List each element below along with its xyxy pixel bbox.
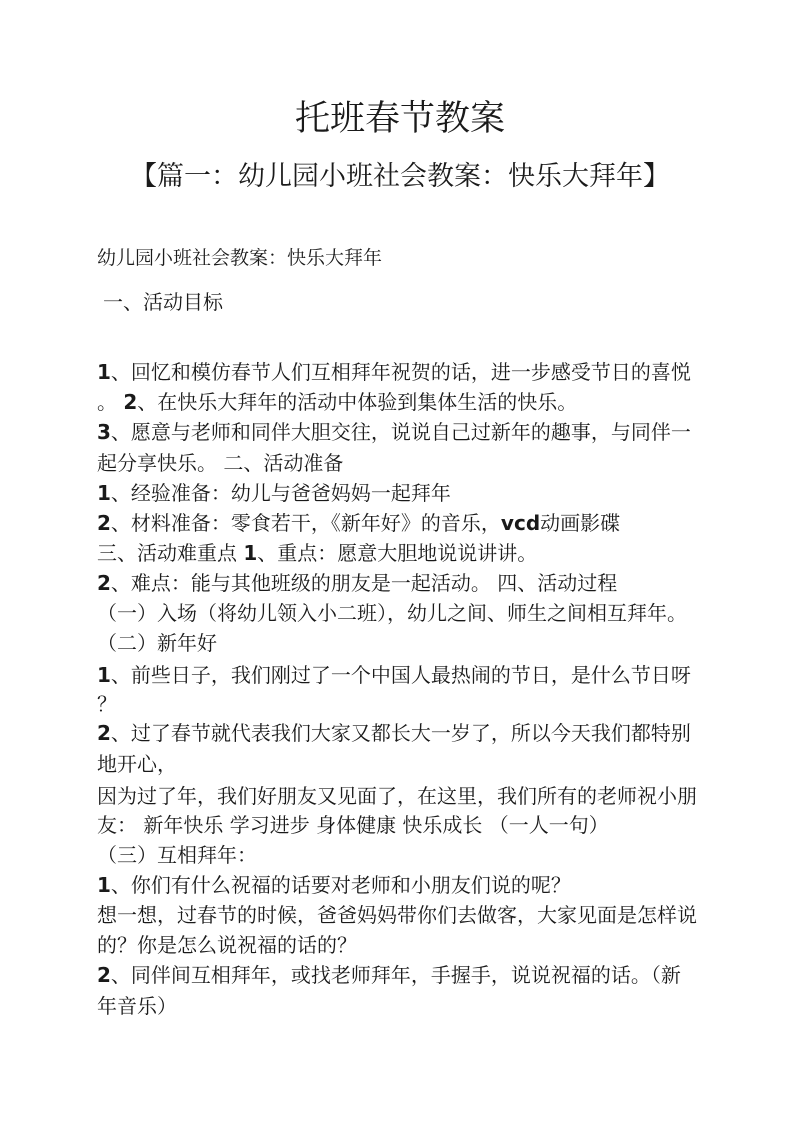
item-number: 2 (97, 963, 111, 987)
text-line-15: 因为过了年，我们好朋友又见面了，在这里，我们所有的老师祝小朋 (97, 784, 697, 808)
document-title: 托班春节教案 (294, 99, 505, 139)
text-line-14: 地开心， (97, 752, 177, 776)
text-line-13 (97, 719, 717, 747)
text-line-19: 想一想，过春节的时候，爸爸妈妈带你们去做客，大家见面是怎样说 (97, 903, 697, 927)
line-text: 、难点：能与其他班级的朋友是一起活动。 四、活动过程 (110, 571, 618, 595)
line-text: 、过了春节就代表我们大家又都长大一岁了，所以今天我们都特别 (110, 721, 691, 745)
text-line-21 (97, 961, 717, 989)
text-line-3 (97, 418, 717, 446)
line-text: 。 (97, 390, 124, 414)
item-number: 1 (97, 360, 111, 384)
line-text: 、前些日子，我们刚过了一个中国人最热闹的节日，是什么节日呀 (110, 663, 691, 687)
text-line-2 (97, 388, 717, 416)
item-number: 2 (123, 390, 138, 414)
line-text: 三、活动难重点 (97, 541, 244, 565)
text-line-6 (97, 509, 717, 537)
item-number: 2 (97, 511, 111, 535)
line-text: 动画影碟 (540, 511, 621, 535)
text-line-22: 年音乐） (97, 994, 177, 1018)
text-line-9: （一）入场（将幼儿领入小二班），幼儿之间、师生之间相互拜年。 (97, 601, 687, 625)
section-heading: 幼儿园小班社会教案：快乐大拜年 (97, 247, 383, 269)
document-subtitle: 【篇一：幼儿园小班社会教案：快乐大拜年】 (130, 161, 670, 192)
line-text: 、重点：愿意大胆地说说讲讲。 (257, 541, 538, 565)
line-text: 、经验准备：幼儿与爸爸妈妈一起拜年 (110, 481, 451, 505)
text-line-16: 友： 新年快乐 学习进步 身体健康 快乐成长 （一人一句） (97, 813, 609, 837)
item-number: 1 (97, 481, 111, 505)
text-line-5 (97, 479, 717, 507)
line-text: 、材料准备：零食若干，《新年好》的音乐， (110, 511, 501, 535)
item-number: 3 (97, 420, 111, 444)
item-number: 1 (97, 663, 111, 687)
text-line-1 (97, 358, 717, 386)
text-line-8 (97, 569, 717, 597)
text-line-18 (97, 871, 717, 899)
line-text: 、愿意与老师和同伴大胆交往，说说自己过新年的趣事，与同伴一 (110, 420, 691, 444)
text-line-20: 的？你是怎么说祝福的话的？ (97, 933, 357, 957)
text-line-12: ？ (97, 692, 117, 716)
item-number: 1 (243, 541, 258, 565)
line-text: 、在快乐大拜年的活动中体验到集体生活的快乐。 (137, 390, 578, 414)
text-line-11 (97, 661, 717, 689)
text-line-4: 起分享快乐。 二、活动准备 (97, 451, 344, 475)
item-number: 2 (97, 721, 111, 745)
text-line-7 (97, 539, 717, 567)
goal-heading: 一、活动目标 (103, 290, 223, 314)
text-line-10: （二）新年好 (97, 631, 217, 655)
vcd-label: vcd (500, 511, 541, 535)
line-text: 、同伴间互相拜年，或找老师拜年，手握手，说说祝福的话。（新 (110, 963, 681, 987)
line-text: 、你们有什么祝福的话要对老师和小朋友们说的呢？ (110, 873, 571, 897)
item-number: 1 (97, 873, 111, 897)
text-line-17: （三）互相拜年： (97, 843, 257, 867)
line-text: 、回忆和模仿春节人们互相拜年祝贺的话，进一步感受节日的喜悦 (110, 360, 691, 384)
item-number: 2 (97, 571, 111, 595)
